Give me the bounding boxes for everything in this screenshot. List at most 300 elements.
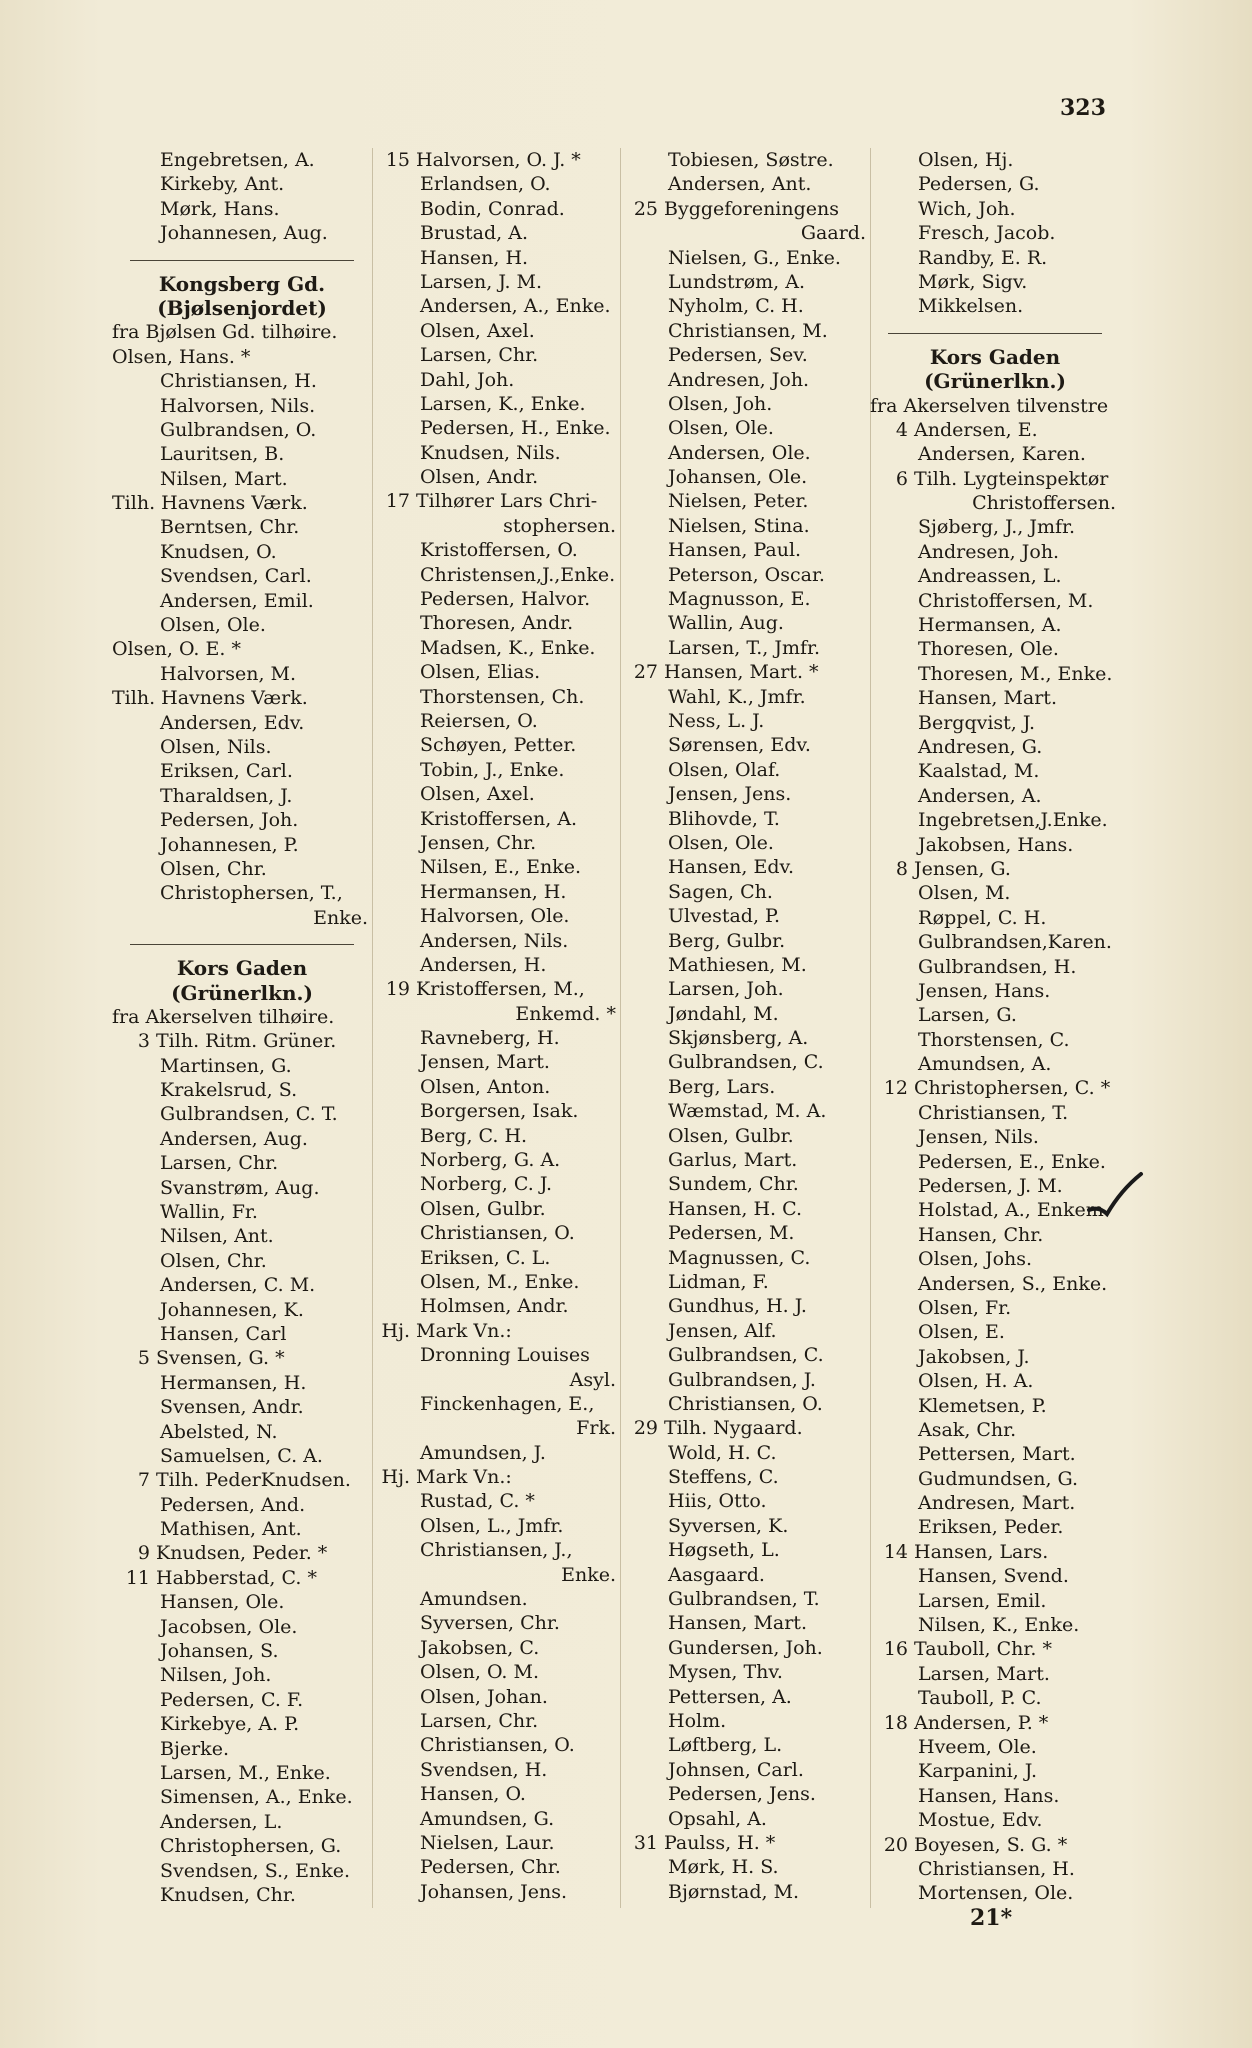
resident-name: Olsen, Olaf.	[668, 758, 781, 781]
numbered-entry	[112, 1029, 372, 1053]
resident-name: Tilh. Ritm. Grüner.	[156, 1030, 337, 1053]
resident-name: Christophersen, T.,	[160, 882, 343, 905]
numbered-entry	[372, 977, 620, 1001]
resident-name: Larsen, T., Jmfr.	[668, 636, 821, 659]
resident-name: Olsen, Chr.	[160, 857, 267, 880]
resident-name: Wich, Joh.	[918, 197, 1016, 220]
resident-name: Johansen, Jens.	[420, 1880, 568, 1903]
resident-name: Pedersen, G.	[918, 173, 1040, 196]
entry-continuation: Enkemd. *	[515, 1002, 616, 1025]
resident-name: Andersen, L.	[160, 1810, 283, 1833]
resident-name: Pedersen, Jens.	[668, 1783, 816, 1806]
resident-name: Schøyen, Petter.	[420, 734, 577, 757]
entry-continuation: Frk.	[576, 1417, 616, 1440]
numbered-entry	[372, 148, 620, 172]
resident-name: Andresen, Joh.	[918, 540, 1060, 563]
resident-name: Norberg, C. J.	[420, 1173, 552, 1196]
numbered-entry	[870, 1076, 1120, 1100]
resident-name: Olsen, Andr.	[420, 466, 539, 489]
section-rule	[130, 944, 354, 946]
resident-name: Eriksen, Carl.	[160, 760, 293, 783]
resident-name: Hansen, Chr.	[918, 1223, 1044, 1246]
numbered-entry	[372, 1319, 620, 1343]
house-number: Hj.	[381, 1319, 410, 1342]
signature-mark: 21*	[970, 1905, 1013, 1931]
numbered-entry	[620, 197, 870, 221]
resident-name: Opsahl, A.	[668, 1807, 767, 1830]
resident-name: Christiansen, T.	[918, 1101, 1069, 1124]
resident-name: Olsen, Gulbr.	[420, 1197, 546, 1220]
resident-name: Nielsen, Stina.	[668, 514, 810, 537]
street-heading: (Bjølsenjordet)	[157, 295, 327, 320]
house-number: 16	[883, 1638, 908, 1661]
resident-name: Andersen, E.	[914, 418, 1038, 441]
resident-name: Johansen, Ole.	[668, 466, 808, 489]
house-number: 14	[883, 1540, 908, 1563]
numbered-entry	[112, 1346, 372, 1370]
column-2	[372, 148, 620, 1904]
resident-name: Andresen, G.	[918, 735, 1043, 758]
numbered-entry	[372, 489, 620, 513]
resident-name: Larsen, Mart.	[918, 1662, 1050, 1685]
resident-name: Martinsen, G.	[160, 1054, 292, 1077]
house-number: 27	[633, 661, 658, 684]
resident-name: Larsen, Joh.	[668, 978, 784, 1001]
resident-name: Larsen, G.	[918, 1004, 1017, 1027]
numbered-entry	[112, 1468, 372, 1492]
resident-name: Pedersen, Chr.	[420, 1856, 561, 1879]
column-1	[112, 148, 372, 1907]
entry-note: fra Bjølsen Gd. tilhøire.	[112, 321, 338, 344]
resident-name: Mathiesen, M.	[668, 953, 807, 976]
resident-name: Halvorsen, Nils.	[160, 394, 316, 417]
street-heading: Kors Gaden	[176, 956, 308, 981]
resident-name: Jacobsen, Ole.	[160, 1615, 298, 1638]
resident-name: Andresen, Mart.	[918, 1492, 1076, 1515]
resident-name: Svendsen, H.	[420, 1758, 548, 1781]
section-rule	[888, 333, 1102, 335]
resident-name: Johansen, S.	[160, 1640, 279, 1663]
resident-name: Olsen, Ole.	[160, 614, 266, 637]
numbered-entry	[620, 660, 870, 684]
resident-name: Tharaldsen, J.	[160, 784, 293, 807]
house-number: 4	[895, 418, 908, 441]
resident-name: Olsen, Johan.	[420, 1685, 548, 1708]
entry-note: Tilh. Havnens Værk.	[112, 687, 308, 710]
resident-name: Christophersen, G.	[160, 1835, 342, 1858]
resident-name: Ness, L. J.	[668, 709, 765, 732]
resident-name: Knudsen, Peder. *	[156, 1542, 328, 1565]
resident-name: Andresen, Joh.	[668, 368, 810, 391]
numbered-entry	[112, 1566, 372, 1590]
resident-name: Olsen, Elias.	[420, 661, 541, 684]
resident-name: Wallin, Aug.	[668, 612, 784, 635]
resident-name: Lundstrøm, A.	[668, 270, 806, 293]
resident-name: Christoffersen, M.	[918, 589, 1094, 612]
entry-continuation: Enke.	[313, 906, 368, 929]
resident-name: Pedersen, Halvor.	[420, 588, 591, 611]
resident-name: Karpanini, J.	[918, 1760, 1037, 1783]
resident-name: Thoresen, Andr.	[420, 612, 574, 635]
resident-name: Larsen, Chr.	[420, 1710, 539, 1732]
resident-name: Jensen, Chr.	[420, 831, 537, 854]
resident-name: Thoresen, M., Enke.	[918, 662, 1113, 685]
resident-name: Holstad, A., Enkem.	[918, 1199, 1110, 1222]
house-number: 3	[137, 1030, 150, 1053]
section-rule	[130, 260, 354, 262]
resident-name: Pedersen, Joh.	[160, 809, 299, 832]
resident-name: Rustad, C. *	[420, 1490, 535, 1513]
resident-name: Andersen, Edv.	[160, 711, 305, 734]
resident-name: Gulbrandsen, C.	[668, 1051, 824, 1074]
resident-name: Hansen, Mart.	[668, 1612, 807, 1635]
resident-name: Fresch, Jacob.	[918, 222, 1056, 245]
numbered-entry	[372, 1465, 620, 1489]
house-number: 6	[895, 467, 908, 490]
entry-note: Tilh. Havnens Værk.	[112, 492, 308, 515]
resident-name: Hermansen, A.	[918, 614, 1062, 637]
resident-name: Gulbrandsen,Karen.	[918, 931, 1112, 954]
resident-name: Knudsen, Chr.	[160, 1883, 296, 1906]
resident-name: Tilh. Nygaard.	[664, 1417, 803, 1440]
resident-name: Blihovde, T.	[668, 807, 780, 830]
resident-name: Tauboll, Chr. *	[914, 1638, 1052, 1661]
resident-name: Wæmstad, M. A.	[668, 1100, 827, 1123]
resident-name: Reiersen, O.	[420, 709, 538, 732]
resident-name: Hiis, Otto.	[668, 1490, 767, 1513]
resident-name: Pedersen, H., Enke.	[420, 417, 611, 440]
resident-name: Tilhører Lars Chri-	[416, 490, 598, 513]
numbered-entry	[870, 418, 1120, 442]
resident-name: Tilh. PederKnudsen.	[156, 1469, 351, 1492]
resident-name: Gulbrandsen, C. T.	[160, 1103, 338, 1126]
resident-name: Pedersen, Sev.	[668, 344, 808, 367]
house-number: 20	[883, 1833, 908, 1856]
resident-name: Kirkeby, Ant.	[160, 173, 285, 196]
entry-note: fra Akerselven tilhøire.	[112, 1005, 335, 1028]
resident-name: Hansen, Svend.	[918, 1565, 1069, 1588]
resident-name: Halvorsen, Ole.	[420, 905, 570, 928]
resident-name: Olsen, Gulbr.	[668, 1124, 794, 1147]
resident-name: Andersen, Nils.	[420, 929, 569, 952]
street-heading: Kongsberg Gd.	[158, 271, 326, 296]
resident-name: Jakobsen, C.	[420, 1636, 540, 1659]
resident-name: Olsen, Ole.	[668, 417, 774, 440]
resident-name: Habberstad, C. *	[156, 1566, 317, 1589]
resident-name: Borgersen, Isak.	[420, 1100, 579, 1123]
resident-name: Jensen, Hans.	[918, 979, 1051, 1002]
resident-name: Eriksen, Peder.	[918, 1516, 1064, 1539]
resident-name: Engebretsen, A.	[160, 149, 315, 171]
resident-name: Larsen, Chr.	[160, 1152, 279, 1175]
resident-name: Norberg, G. A.	[420, 1149, 561, 1172]
resident-name: Tauboll, P. C.	[918, 1687, 1042, 1710]
resident-name: Nielsen, Laur.	[420, 1831, 555, 1854]
resident-name: Olsen, Hj.	[918, 149, 1014, 171]
resident-name: Kaalstad, M.	[918, 760, 1040, 783]
resident-name: Christiansen, M.	[668, 319, 828, 342]
resident-name: Nielsen, G., Enke.	[668, 246, 841, 269]
resident-name: Olsen, Chr.	[160, 1249, 267, 1272]
resident-name: Amundsen.	[420, 1588, 528, 1611]
resident-name: Hansen, Carl	[160, 1322, 287, 1345]
entry-continuation: Asyl.	[569, 1368, 616, 1391]
resident-name: Andersen, Emil.	[160, 589, 314, 612]
resident-name: Johannesen, K.	[160, 1298, 304, 1321]
resident-name: Olsen, Joh.	[668, 392, 773, 415]
resident-name: Nilsen, E., Enke.	[420, 856, 581, 879]
numbered-entry	[870, 857, 1120, 881]
resident-name: Boyesen, S. G. *	[914, 1833, 1068, 1856]
resident-name: Pettersen, Mart.	[918, 1443, 1076, 1466]
resident-name: Erlandsen, O.	[420, 173, 551, 196]
resident-name: Madsen, K., Enke.	[420, 636, 596, 659]
resident-name: Jensen, Alf.	[668, 1319, 777, 1342]
resident-name: Gudmundsen, G.	[918, 1467, 1079, 1490]
street-heading: Kors Gaden	[929, 344, 1061, 369]
resident-name: Christophersen, C. *	[914, 1077, 1111, 1100]
resident-name: Olsen, Johs.	[918, 1248, 1033, 1271]
resident-name: Lidman, F.	[668, 1270, 769, 1293]
numbered-entry	[870, 1540, 1120, 1564]
resident-name: Hermansen, H.	[420, 880, 567, 903]
resident-name: Jensen, Jens.	[668, 783, 792, 806]
resident-name: Knudsen, Nils.	[420, 441, 561, 464]
resident-name: Jensen, G.	[914, 857, 1011, 880]
entry-continuation: stophersen.	[503, 514, 616, 537]
resident-name: Andersen, A., Enke.	[420, 295, 611, 318]
resident-name: Garlus, Mart.	[668, 1149, 798, 1172]
resident-name: Andersen, C. M.	[160, 1274, 316, 1297]
resident-name: Pedersen, C. F.	[160, 1688, 304, 1711]
resident-name: Andersen, Karen.	[918, 443, 1086, 466]
resident-name: Kirkebye, A. P.	[160, 1713, 300, 1736]
entry-note: fra Akerselven tilvenstre	[870, 394, 1109, 417]
resident-name: Christiansen, H.	[160, 370, 317, 393]
resident-name: Olsen, Axel.	[420, 319, 535, 342]
resident-name: Hansen, H.	[420, 246, 529, 269]
resident-name: Finckenhagen, E.,	[420, 1392, 595, 1415]
resident-name: Gulbrandsen, T.	[668, 1588, 820, 1611]
resident-name: Andersen, Ant.	[668, 173, 812, 196]
house-number: 17	[385, 490, 410, 513]
resident-name: Pedersen, And.	[160, 1493, 306, 1516]
resident-name: Svendsen, Carl.	[160, 565, 312, 588]
resident-name: Andersen, H.	[420, 953, 547, 976]
resident-name: Paulss, H. *	[664, 1831, 776, 1854]
resident-name: Larsen, J. M.	[420, 270, 543, 293]
resident-name: Byggeforeningens	[664, 197, 840, 220]
resident-name: Svendsen, S., Enke.	[160, 1859, 351, 1882]
resident-name: Olsen, E.	[918, 1321, 1005, 1344]
resident-name: Olsen, Axel.	[420, 783, 535, 806]
numbered-entry	[620, 1831, 870, 1855]
house-number: 31	[633, 1831, 658, 1854]
numbered-entry	[112, 1541, 372, 1565]
resident-name: Gundhus, H. J.	[668, 1295, 807, 1318]
numbered-entry	[870, 1637, 1120, 1661]
resident-name: Andersen, A.	[918, 784, 1042, 807]
resident-name: Larsen, Emil.	[918, 1589, 1047, 1612]
resident-name: Mikkelsen.	[918, 295, 1024, 318]
numbered-entry	[870, 1711, 1120, 1735]
street-heading: (Grünerlkn.)	[171, 980, 313, 1005]
resident-name: Andersen, P. *	[914, 1711, 1049, 1734]
resident-name: Thorstensen, C.	[918, 1028, 1070, 1051]
resident-name: Larsen, K., Enke.	[420, 392, 586, 415]
resident-name: Mortensen, Ole.	[918, 1882, 1074, 1905]
resident-name: Hansen, Ole.	[160, 1591, 285, 1614]
resident-name: Hveem, Ole.	[918, 1736, 1037, 1758]
page-number: 323	[1060, 95, 1106, 121]
resident-name: Syversen, K.	[668, 1514, 789, 1537]
resident-name: Kristoffersen, A.	[420, 807, 578, 830]
resident-name: Johannesen, P.	[160, 833, 299, 856]
resident-name: Olsen, H. A.	[918, 1370, 1034, 1393]
resident-name: Christiansen, J.,	[420, 1539, 573, 1562]
resident-name: Hansen, O.	[420, 1783, 526, 1806]
resident-name: Knudsen, O.	[160, 540, 277, 563]
numbered-entry	[620, 1416, 870, 1440]
resident-name: Hansen, H. C.	[668, 1197, 802, 1220]
resident-name: Jakobsen, Hans.	[918, 833, 1074, 856]
resident-name: Lauritsen, B.	[160, 443, 285, 466]
resident-name: Larsen, Chr.	[420, 344, 539, 367]
resident-name: Brustad, A.	[420, 222, 528, 245]
resident-name: Skjønsberg, A.	[668, 1027, 809, 1050]
house-number: 9	[137, 1542, 150, 1565]
resident-name: Olsen, L., Jmfr.	[420, 1514, 564, 1537]
resident-name: Sørensen, Edv.	[668, 734, 811, 757]
resident-name: Hermansen, H.	[160, 1371, 307, 1394]
resident-name: Mørk, Sigv.	[918, 270, 1028, 293]
resident-name: Gulbrandsen, J.	[668, 1368, 816, 1391]
resident-name: Røppel, C. H.	[918, 906, 1047, 929]
resident-name: Wold, H. C.	[668, 1441, 777, 1464]
resident-name: Olsen, O. M.	[420, 1661, 540, 1684]
resident-name: Johnsen, Carl.	[668, 1758, 804, 1781]
resident-name: Bjørnstad, M.	[668, 1880, 800, 1903]
resident-name: Olsen, M.	[918, 882, 1011, 905]
resident-name: Hansen, Hans.	[918, 1784, 1060, 1807]
resident-name: Randby, E. R.	[918, 246, 1048, 269]
resident-name: Wallin, Fr.	[160, 1201, 258, 1224]
resident-name: Nilsen, Ant.	[160, 1225, 274, 1248]
resident-name: Andreassen, L.	[918, 565, 1062, 588]
resident-name: Magnussen, C.	[668, 1246, 811, 1269]
resident-name: Dahl, Joh.	[420, 368, 515, 391]
resident-name: Klemetsen, P.	[918, 1394, 1047, 1417]
resident-name: Gulbrandsen, O.	[160, 418, 317, 441]
resident-name: Halvorsen, O. J. *	[416, 149, 581, 171]
resident-name: Olsen, Anton.	[420, 1075, 551, 1098]
resident-name: Samuelsen, C. A.	[160, 1444, 323, 1467]
resident-name: Pedersen, E., Enke.	[918, 1150, 1106, 1173]
house-number: 15	[385, 149, 410, 171]
resident-name: Abelsted, N.	[160, 1420, 278, 1443]
numbered-entry	[870, 1833, 1120, 1857]
resident-name: Hansen, Edv.	[668, 856, 794, 879]
resident-name: Ulvestad, P.	[668, 905, 780, 928]
house-number: Hj.	[381, 1466, 410, 1489]
resident-name: Berg, Lars.	[668, 1075, 776, 1098]
numbered-entry	[870, 467, 1120, 491]
resident-name: Nilsen, Mart.	[160, 467, 288, 490]
resident-name: Hansen, Lars.	[914, 1540, 1049, 1563]
resident-name: Svensen, G. *	[156, 1347, 285, 1370]
resident-name: Johannesen, Aug.	[160, 222, 328, 245]
resident-name: Syversen, Chr.	[420, 1612, 560, 1635]
entry-continuation: Enke.	[561, 1563, 616, 1586]
resident-name: Andersen, S., Enke.	[918, 1272, 1108, 1295]
resident-name: Dronning Louises	[420, 1344, 590, 1367]
resident-name: Bodin, Conrad.	[420, 197, 565, 220]
resident-name: Simensen, A., Enke.	[160, 1786, 353, 1809]
resident-name: Holm.	[668, 1710, 727, 1732]
resident-name: Svanstrøm, Aug.	[160, 1176, 320, 1199]
resident-name: Hansen, Mart. *	[664, 661, 819, 684]
resident-name: Pettersen, A.	[668, 1685, 792, 1708]
resident-name: Mark Vn.:	[416, 1319, 512, 1342]
resident-name: Thoresen, Ole.	[918, 638, 1059, 661]
house-number: 29	[633, 1417, 658, 1440]
resident-name: Amundsen, J.	[420, 1441, 546, 1464]
resident-name: Berg, C. H.	[420, 1124, 528, 1147]
resident-name: Asak, Chr.	[918, 1418, 1017, 1441]
resident-name: Olsen, M., Enke.	[420, 1270, 580, 1293]
house-number: 5	[137, 1347, 150, 1370]
resident-name: Ravneberg, H.	[420, 1027, 560, 1050]
resident-name: Holmsen, Andr.	[420, 1295, 569, 1318]
resident-name: Sundem, Chr.	[668, 1173, 799, 1196]
resident-name: Olsen, Ole.	[668, 831, 774, 854]
resident-name: Larsen, M., Enke.	[160, 1762, 331, 1784]
resident-name: Jensen, Nils.	[918, 1126, 1039, 1149]
house-number: 19	[385, 978, 410, 1001]
house-number: 18	[883, 1711, 908, 1734]
resident-name: Berg, Gulbr.	[668, 929, 786, 952]
resident-name: Christensen,J.,Enke.	[420, 563, 616, 586]
resident-name: Peterson, Oscar.	[668, 563, 825, 586]
resident-name: Svensen, Andr.	[160, 1396, 304, 1419]
entry-continuation: Christoffersen.	[972, 492, 1116, 515]
resident-name: Wahl, K., Jmfr.	[668, 685, 806, 708]
resident-name: Christiansen, O.	[420, 1222, 575, 1245]
entry-note: Olsen, Hans. *	[112, 345, 251, 368]
pencil-check-mark-icon	[1085, 1170, 1145, 1220]
resident-name: Olsen, Nils.	[160, 735, 272, 758]
resident-name: Jensen, Mart.	[420, 1051, 550, 1074]
resident-name: Tilh. Lygteinspektør	[914, 467, 1109, 490]
resident-name: Aasgaard.	[668, 1563, 765, 1586]
resident-name: Nilsen, K., Enke.	[918, 1614, 1080, 1637]
entry-continuation: Gaard.	[800, 222, 866, 245]
house-number: 12	[883, 1077, 908, 1100]
resident-name: Christiansen, O.	[668, 1392, 823, 1415]
resident-name: Tobiesen, Søstre.	[668, 149, 834, 171]
resident-name: Mysen, Thv.	[668, 1661, 783, 1684]
house-number: 11	[125, 1566, 150, 1589]
resident-name: Andersen, Ole.	[668, 441, 811, 464]
resident-name: Tobin, J., Enke.	[420, 758, 565, 781]
resident-name: Jøndahl, M.	[668, 1002, 779, 1025]
resident-name: Sjøberg, J., Jmfr.	[918, 516, 1076, 539]
resident-name: Jakobsen, J.	[918, 1345, 1030, 1368]
resident-name: Sagen, Ch.	[668, 880, 773, 903]
house-number: 25	[633, 197, 658, 220]
column-4	[870, 148, 1120, 1906]
resident-name: Pedersen, M.	[668, 1222, 795, 1245]
